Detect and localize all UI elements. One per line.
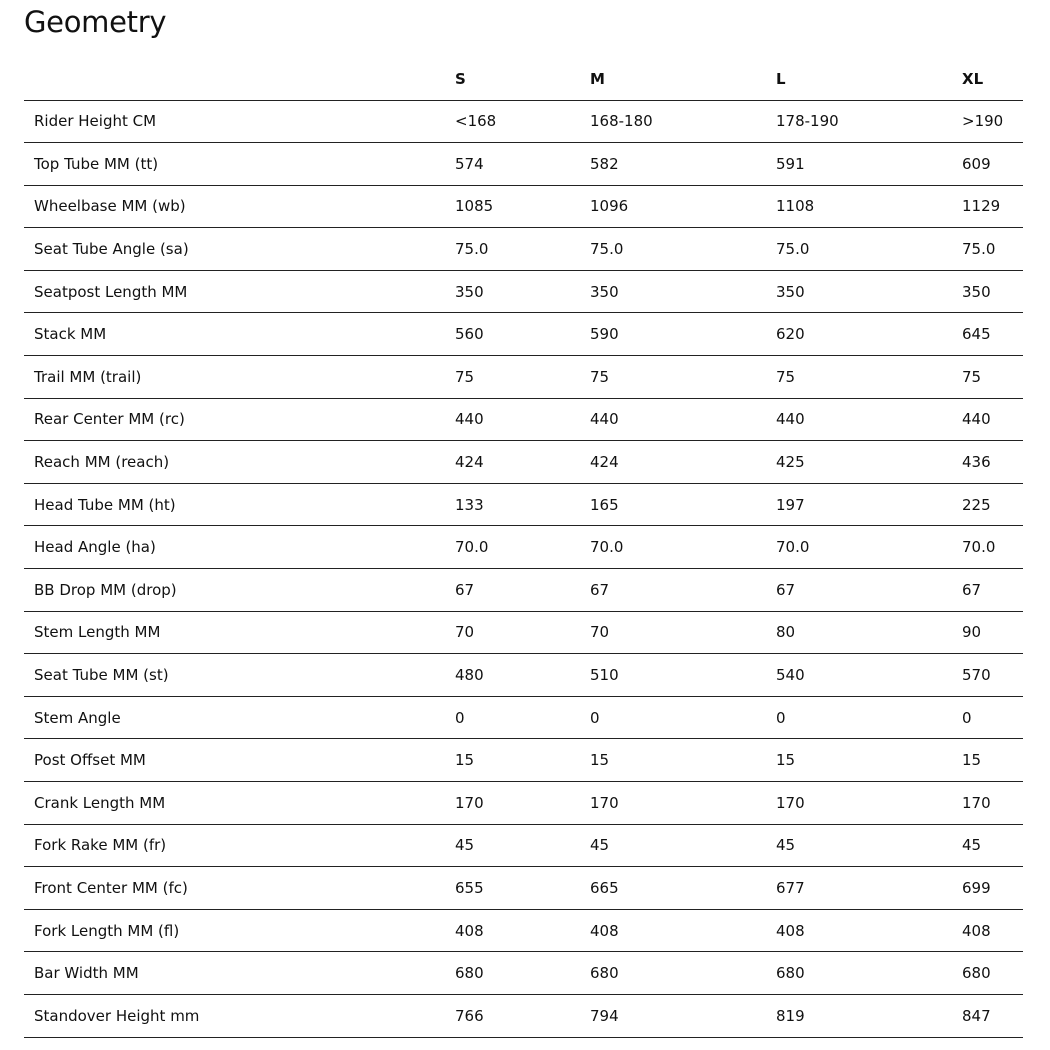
cell-s: 560 bbox=[445, 313, 580, 356]
cell-s: 45 bbox=[445, 824, 580, 867]
cell-s: 15 bbox=[445, 739, 580, 782]
column-header-l: L bbox=[766, 59, 952, 100]
row-label: Standover Height mm bbox=[24, 994, 445, 1037]
row-label: Stack MM bbox=[24, 313, 445, 356]
cell-l: 591 bbox=[766, 143, 952, 186]
row-label: Top Tube MM (tt) bbox=[24, 143, 445, 186]
cell-s: 75 bbox=[445, 356, 580, 399]
cell-m: 15 bbox=[580, 739, 766, 782]
cell-xl: 436 bbox=[952, 441, 1023, 484]
cell-s: 408 bbox=[445, 909, 580, 952]
table-row bbox=[24, 398, 1023, 441]
cell-xl: 609 bbox=[952, 143, 1023, 186]
row-label: Wheelbase MM (wb) bbox=[24, 185, 445, 228]
cell-s: 1085 bbox=[445, 185, 580, 228]
cell-l: 0 bbox=[766, 696, 952, 739]
cell-xl: 680 bbox=[952, 952, 1023, 995]
cell-s: 170 bbox=[445, 782, 580, 825]
cell-s: 67 bbox=[445, 569, 580, 612]
row-label: Seat Tube Angle (sa) bbox=[24, 228, 445, 271]
table-row bbox=[24, 185, 1023, 228]
row-label: Rider Height CM bbox=[24, 100, 445, 143]
table-row bbox=[24, 824, 1023, 867]
cell-m: 170 bbox=[580, 782, 766, 825]
cell-m: 67 bbox=[580, 569, 766, 612]
table-row bbox=[24, 909, 1023, 952]
cell-l: 408 bbox=[766, 909, 952, 952]
cell-s: 70.0 bbox=[445, 526, 580, 569]
cell-xl: 408 bbox=[952, 909, 1023, 952]
cell-xl: 350 bbox=[952, 270, 1023, 313]
cell-m: 510 bbox=[580, 654, 766, 697]
table-row bbox=[24, 483, 1023, 526]
cell-xl: 0 bbox=[952, 696, 1023, 739]
row-label: Stem Length MM bbox=[24, 611, 445, 654]
column-header-label bbox=[24, 59, 445, 100]
cell-xl: 1129 bbox=[952, 185, 1023, 228]
cell-xl: 170 bbox=[952, 782, 1023, 825]
cell-s: 440 bbox=[445, 398, 580, 441]
cell-l: 15 bbox=[766, 739, 952, 782]
cell-s: 655 bbox=[445, 867, 580, 910]
cell-m: 75 bbox=[580, 356, 766, 399]
row-label: Fork Length MM (fl) bbox=[24, 909, 445, 952]
cell-m: 1096 bbox=[580, 185, 766, 228]
table-row bbox=[24, 100, 1023, 143]
cell-m: 0 bbox=[580, 696, 766, 739]
table-row bbox=[24, 270, 1023, 313]
cell-l: 425 bbox=[766, 441, 952, 484]
cell-xl: 699 bbox=[952, 867, 1023, 910]
cell-xl: 847 bbox=[952, 994, 1023, 1037]
cell-m: 70.0 bbox=[580, 526, 766, 569]
cell-xl: >190 bbox=[952, 100, 1023, 143]
cell-s: 574 bbox=[445, 143, 580, 186]
table-row bbox=[24, 994, 1023, 1037]
cell-xl: 440 bbox=[952, 398, 1023, 441]
row-label: BB Drop MM (drop) bbox=[24, 569, 445, 612]
table-row bbox=[24, 143, 1023, 186]
cell-l: 75.0 bbox=[766, 228, 952, 271]
cell-l: 1108 bbox=[766, 185, 952, 228]
row-label: Reach MM (reach) bbox=[24, 441, 445, 484]
cell-s: 75.0 bbox=[445, 228, 580, 271]
cell-s: 766 bbox=[445, 994, 580, 1037]
cell-l: 677 bbox=[766, 867, 952, 910]
cell-l: 540 bbox=[766, 654, 952, 697]
cell-m: 45 bbox=[580, 824, 766, 867]
cell-m: 168-180 bbox=[580, 100, 766, 143]
table-row bbox=[24, 611, 1023, 654]
cell-xl: 570 bbox=[952, 654, 1023, 697]
cell-l: 170 bbox=[766, 782, 952, 825]
cell-s: 480 bbox=[445, 654, 580, 697]
cell-m: 665 bbox=[580, 867, 766, 910]
cell-l: 680 bbox=[766, 952, 952, 995]
cell-m: 440 bbox=[580, 398, 766, 441]
cell-l: 197 bbox=[766, 483, 952, 526]
cell-l: 75 bbox=[766, 356, 952, 399]
cell-l: 620 bbox=[766, 313, 952, 356]
row-label: Fork Rake MM (fr) bbox=[24, 824, 445, 867]
row-label: Post Offset MM bbox=[24, 739, 445, 782]
row-label: Bar Width MM bbox=[24, 952, 445, 995]
cell-l: 819 bbox=[766, 994, 952, 1037]
cell-m: 70 bbox=[580, 611, 766, 654]
table-row bbox=[24, 356, 1023, 399]
table-body bbox=[24, 100, 1023, 1037]
cell-s: 0 bbox=[445, 696, 580, 739]
cell-m: 350 bbox=[580, 270, 766, 313]
table-row bbox=[24, 782, 1023, 825]
cell-s: 424 bbox=[445, 441, 580, 484]
row-label: Seat Tube MM (st) bbox=[24, 654, 445, 697]
page-title: Geometry bbox=[24, 5, 167, 39]
cell-l: 178-190 bbox=[766, 100, 952, 143]
row-label: Rear Center MM (rc) bbox=[24, 398, 445, 441]
table-row bbox=[24, 228, 1023, 271]
cell-m: 590 bbox=[580, 313, 766, 356]
cell-m: 582 bbox=[580, 143, 766, 186]
row-label: Seatpost Length MM bbox=[24, 270, 445, 313]
table-row bbox=[24, 952, 1023, 995]
table-row bbox=[24, 526, 1023, 569]
column-header-m: M bbox=[580, 59, 766, 100]
cell-s: 350 bbox=[445, 270, 580, 313]
cell-xl: 67 bbox=[952, 569, 1023, 612]
table-header-row bbox=[24, 59, 1023, 100]
table-row bbox=[24, 867, 1023, 910]
cell-m: 75.0 bbox=[580, 228, 766, 271]
cell-s: <168 bbox=[445, 100, 580, 143]
cell-xl: 75.0 bbox=[952, 228, 1023, 271]
cell-xl: 15 bbox=[952, 739, 1023, 782]
row-label: Stem Angle bbox=[24, 696, 445, 739]
table-row bbox=[24, 739, 1023, 782]
row-label: Front Center MM (fc) bbox=[24, 867, 445, 910]
cell-l: 45 bbox=[766, 824, 952, 867]
cell-m: 165 bbox=[580, 483, 766, 526]
cell-l: 67 bbox=[766, 569, 952, 612]
cell-xl: 90 bbox=[952, 611, 1023, 654]
cell-l: 70.0 bbox=[766, 526, 952, 569]
table-row bbox=[24, 569, 1023, 612]
column-header-xl: XL bbox=[952, 59, 1023, 100]
table-row bbox=[24, 313, 1023, 356]
cell-xl: 45 bbox=[952, 824, 1023, 867]
row-label: Head Angle (ha) bbox=[24, 526, 445, 569]
cell-m: 424 bbox=[580, 441, 766, 484]
table-row bbox=[24, 696, 1023, 739]
cell-xl: 70.0 bbox=[952, 526, 1023, 569]
cell-s: 133 bbox=[445, 483, 580, 526]
cell-l: 80 bbox=[766, 611, 952, 654]
row-label: Trail MM (trail) bbox=[24, 356, 445, 399]
cell-m: 794 bbox=[580, 994, 766, 1037]
cell-xl: 225 bbox=[952, 483, 1023, 526]
cell-m: 408 bbox=[580, 909, 766, 952]
cell-l: 350 bbox=[766, 270, 952, 313]
column-header-s: S bbox=[445, 59, 580, 100]
cell-xl: 645 bbox=[952, 313, 1023, 356]
cell-l: 440 bbox=[766, 398, 952, 441]
geometry-table bbox=[24, 59, 1023, 1038]
table-row bbox=[24, 441, 1023, 484]
cell-m: 680 bbox=[580, 952, 766, 995]
row-label: Head Tube MM (ht) bbox=[24, 483, 445, 526]
cell-s: 70 bbox=[445, 611, 580, 654]
cell-s: 680 bbox=[445, 952, 580, 995]
table-row bbox=[24, 654, 1023, 697]
row-label: Crank Length MM bbox=[24, 782, 445, 825]
cell-xl: 75 bbox=[952, 356, 1023, 399]
